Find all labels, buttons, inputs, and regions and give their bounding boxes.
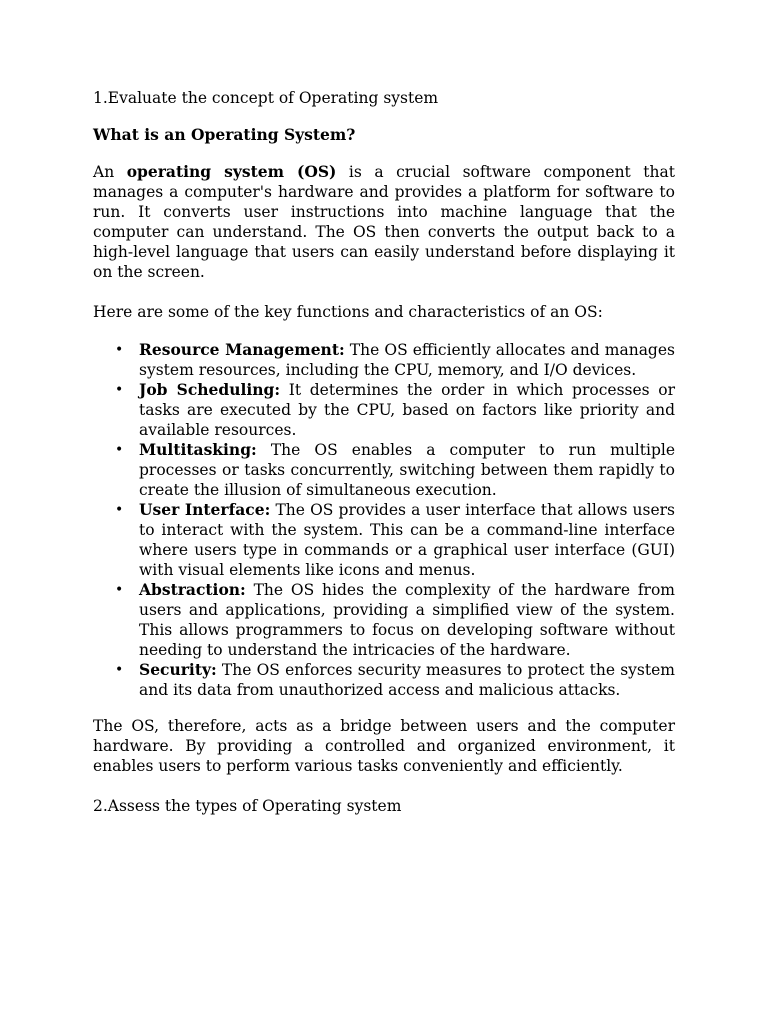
- list-item-term: Resource Management:: [139, 340, 345, 359]
- intro-prefix: An: [93, 163, 127, 181]
- question-1-heading: 1.Evaluate the concept of Operating system: [93, 89, 439, 107]
- list-item: [93, 440, 675, 500]
- list-item: [93, 500, 675, 580]
- bullet-icon: •: [115, 502, 124, 518]
- list-item: [93, 660, 675, 700]
- intro-rest: is a crucial software component that manages a computer's hardware and provides a platform for software to run. It converts user instructions into machine language that the computer can understand. The OS then converts the output back to a high-level language that users can easily understand before displaying it on the screen.: [93, 163, 675, 281]
- list-item-text: The OS hides the complexity of the hardware from users and applications, providing a simplified view of the system. This allows programmers to focus on developing software without needing to understand the intricacies of the hardware.: [139, 581, 675, 659]
- bullet-icon: •: [115, 442, 124, 458]
- functions-intro: Here are some of the key functions and characteristics of an OS:: [93, 303, 603, 321]
- intro-term: operating system (OS): [126, 162, 337, 181]
- section-title: What is an Operating System?: [93, 125, 356, 144]
- list-item-text: The OS efficiently allocates and manages system resources, including the CPU, memory, and I/O devices.: [139, 341, 675, 379]
- conclusion-paragraph: The OS, therefore, acts as a bridge between users and the computer hardware. By providing a controlled and organized environment, it enables users to perform various tasks conveniently and efficiently.: [93, 717, 675, 775]
- list-item-term: Job Scheduling:: [139, 380, 281, 399]
- list-item-text: It determines the order in which processes or tasks are executed by the CPU, based on factors like priority and available resources.: [139, 381, 675, 439]
- list-item-term: Security:: [139, 660, 217, 679]
- functions-list: [93, 340, 675, 700]
- list-item-term: Abstraction:: [139, 580, 246, 599]
- list-item: [93, 380, 675, 440]
- document-page: [93, 88, 675, 816]
- question-2-heading: 2.Assess the types of Operating system: [93, 797, 402, 815]
- list-item-text: The OS provides a user interface that allows users to interact with the system. This can be a command-line interface where users type in commands or a graphical user interface (GUI) with visual elements like icons and menus.: [139, 501, 676, 579]
- intro-paragraph: [93, 162, 675, 282]
- list-item-term: Multitasking:: [139, 440, 257, 459]
- bullet-icon: •: [115, 342, 124, 358]
- bullet-icon: •: [115, 382, 124, 398]
- list-item: [93, 580, 675, 660]
- list-item-text: The OS enforces security measures to protect the system and its data from unauthorized access and malicious attacks.: [139, 661, 675, 699]
- list-item: [93, 340, 675, 380]
- list-item-text: The OS enables a computer to run multiple processes or tasks concurrently, switching between them rapidly to create the illusion of simultaneous execution.: [139, 441, 675, 499]
- list-item-term: User Interface:: [139, 500, 271, 519]
- bullet-icon: •: [115, 662, 124, 678]
- bullet-icon: •: [115, 582, 124, 598]
